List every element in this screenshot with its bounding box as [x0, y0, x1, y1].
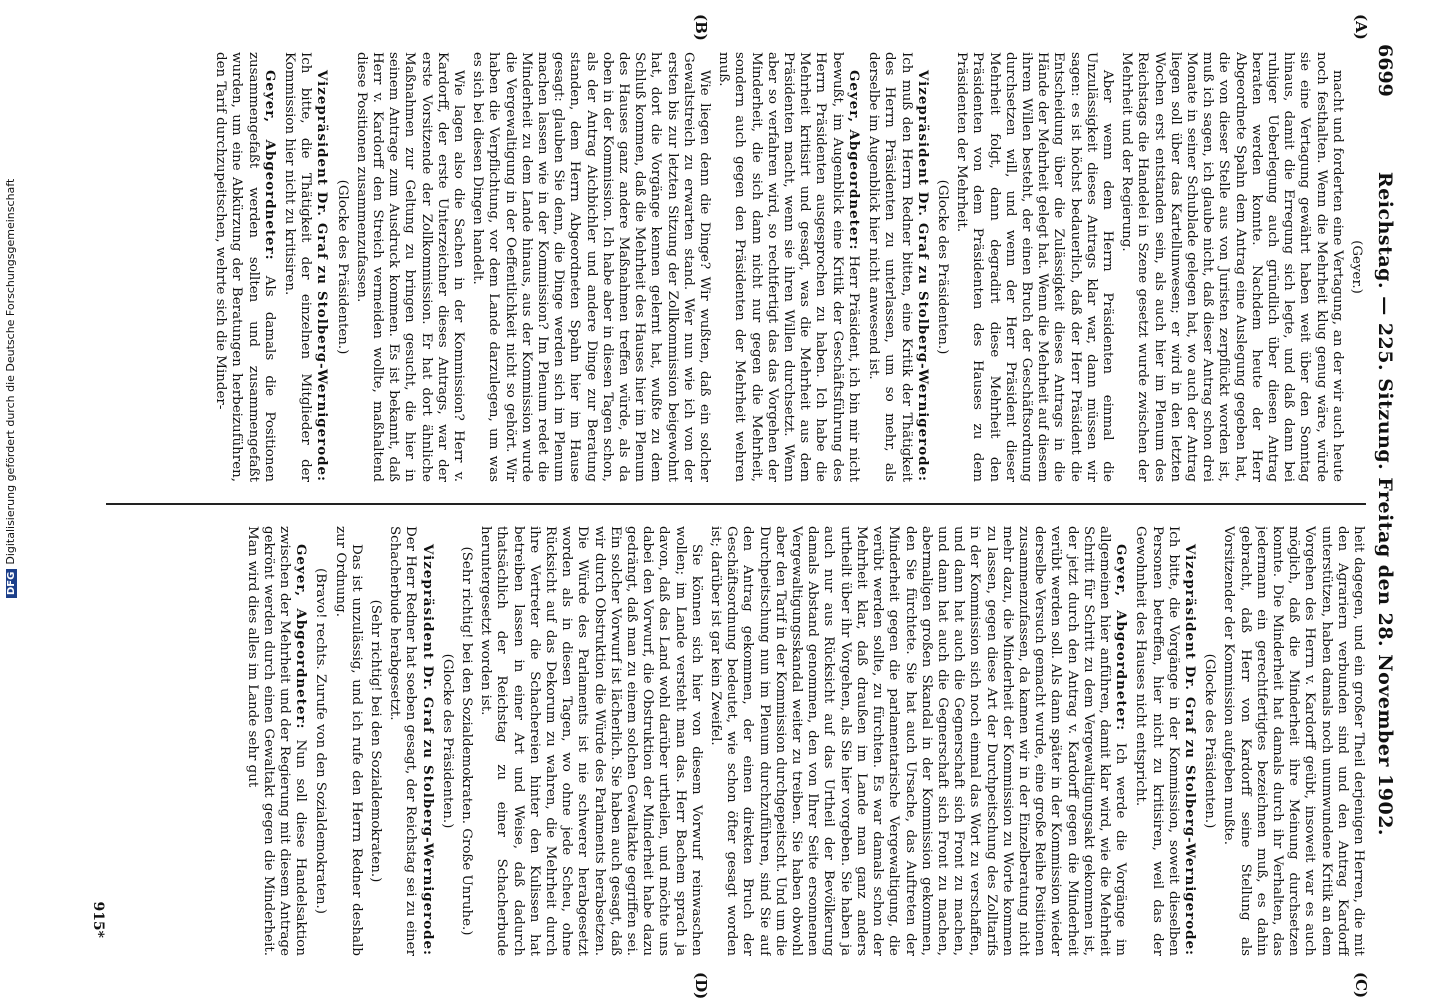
- header-title: Reichstag. — 225. Sitzung. Freitag den 28. November 1902.: [1374, 171, 1396, 837]
- speaker-name: Geyer, Abgeordneter:: [293, 544, 310, 730]
- paragraph: Sie können sich hier von diesem Vorwurf reinwaschen wollen; im Lande versteht man das. Herr Bachem sprach ja davon, daß das Land wohl darüber urtheilen, und möchte uns dabei den Vorwurf, die Obstruktion der Minderheit habe dazu gedrängt, daß man zu einem solchen Gewaltakte gegriffen sei. Ein solcher Vorwurf ist lächerlich. Sie haben auch gesagt, daß wir durch Obstruktion die Würde des Parlaments herabsetzen. Die Würde des Parlaments ist nie schwerer herabgesetzt worden als in diesen Tagen, wo ohne jede Scheu, ohne Rücksicht auf das Dekorum zu wahren, die Mehrheit durch ihre Vertreter die Schachereien hinter den Kulissen hat betreiben lassen in einer Art und Weise, daß dadurch thatsächlich der Reichstag zu einer Schacherbude heruntergesetzt worden ist.: [478, 526, 704, 956]
- stage-direction: (Glocke des Präsidenten.): [934, 179, 950, 355]
- speech-block: [281, 52, 331, 482]
- speech-block: [243, 526, 309, 956]
- speaker-name: Vizepräsident Dr. Graf zu Stolberg-Wernigerode:: [314, 70, 331, 482]
- dfg-logo: DFG: [6, 569, 17, 598]
- stage-direction: (Glocke des Präsidenten.): [1202, 653, 1218, 829]
- header-page-number: 6699: [1374, 44, 1396, 97]
- margin-marker-a: (A): [1352, 14, 1370, 40]
- stage-direction: (Sehr richtig! bei den Sozialdemokraten. Große Unruhe.): [459, 546, 475, 936]
- paragraph: heit dagegen, und ein großer Theil derjenigen Herren, die mit den Agrariern verbunden sind und den Antrag Kardorff unterstützen, haben damals noch unumwundene Kritik an dem Vorgehen des Herrn v. Kardorff geübt, insoweit war es auch möglich, daß die Minderheit ihre Meinung durchsetzen konnte. Die Minderheit hat damals durch ihr Verhalten, das jedermann ein gerechtfertigtes bezeichnen muß, es dahin gebracht, daß Herr von Kardorff seine Stellung als Vorsitzender der Kommission aufgeben mußte.: [1221, 526, 1366, 956]
- speech-text: Ich muß den Herrn Redner bitten, eine Kritik der Thätigkeit des Herrn Präsidenten zu unterlassen, um so mehr, als derselbe im Augenblick hier nicht anwesend ist.: [866, 52, 914, 482]
- stage-direction: (Sehr richtig! bei den Sozialdemokraten.): [368, 599, 384, 883]
- paragraph: Das ist unzulässig, und ich rufe den Herrn Redner deshalb zur Ordnung.: [332, 526, 364, 956]
- speech-block: [1132, 526, 1198, 956]
- speech-block: [386, 526, 436, 956]
- margin-marker-c: (C): [1352, 972, 1370, 999]
- paragraph: Aber wenn dem Herrn Präsidenten einmal die Unzulässigkeit dieses Antrags klar war, dann müssen wir sagen: es ist höchst bedauerlich, daß der Herr Präsident die Entscheidung über die Zulässigkeit dieses Antrags in die Hände der Mehrheit gelegt hat. Wenn die Mehrheit auf diesem ihrem Willen besteht, der einen Bruch der Geschäftsordnung durchsetzen will, und wenn der Herr Präsident dieser Mehrheit folgt, dann degradirt diese Mehrheit den Präsidenten von dem Präsidenten des Hauses zu dem Präsidenten der Mehrheit.: [954, 52, 1115, 482]
- paragraph: Wie liegen denn die Dinge? Wir wußten, daß ein solcher Gewaltstreich zu erwarten stand. Wer nun wie ich von der ersten bis zur letzten Sitzung der Zollkommission beigewohnt hat, dort die Vorgänge kennen gelernt hat, wußte zu dem Schluß kommen, daß die Mehrheit des Hauses hier im Plenum des Hauses ganz andere Maßnahmen treffen würde, als da oben in der Kommission. Ich habe aber in diesen Tagen schon, als der Antrag Aichbichler und andere Dinge zur Beratung standen, dem Herrn Abgeordneten Spahn hier im Hause gesagt: glauben Sie denn, die Dinge werden sich im Plenum machen lassen wie in der Kommission? Im Plenum redet die Minderheit zu dem Lande hinaus, aus der Kommission wurde die Vergewaltigung in der Oeffentlichkeit nicht so gehört. Wir haben die Verpflichtung, vor dem Lande darzulegen, um was es sich bei diesen Dingen handelt.: [470, 52, 713, 482]
- paragraph: macht und forderten eine Vertagung, an der wir auch heute noch festhalten. Wenn die Mehrheit klug genug wäre, würde sie eine Vertagung gewährt haben weit über den Sonntag hinaus, damit die Erregung sich legte, und daß dann bei ruhiger Ueberlegung auch gründlich über diesen Antrag beraten werden konnte. Nachdem heute der Herr Abgeordnete Spahn dem Antrag eine Auslegung gegeben hat, die von dieser Stelle aus von Juristen zerpflückt worden ist, muß ich sagen, ich glaube nicht, daß dieser Antrag schon drei Monate in seiner Schublade gelegen hat, wo auch der Antrag liegen soll über das Kartellunwesen; er wird in den letzten Wochen erst entstanden sein, als auch hier im Plenum des Reichstags die Handelei in Szene gesetzt wurde zwischen der Mehrheit und der Regierung.: [1119, 52, 1345, 482]
- footer-page-number: 915*: [90, 901, 106, 938]
- stage-direction: (Glocke des Präsidenten.): [334, 179, 350, 355]
- speech-block: [212, 52, 278, 482]
- speech-block: [865, 52, 931, 482]
- page-header: [1370, 34, 1400, 974]
- digitization-credit: [4, 179, 17, 598]
- paragraph: Wie lagen also die Sachen in der Kommission? Herr v. Kardorff, der erste Unterzeichner dieses Antrags, war der erste Vorsitzende der Zollkommission. Er hat dort ähnliche Maßnahmen zur Geltung zu bringen gesucht, die hier in seinem Antrage zum Ausdruck kommen. Es ist bekannt, daß Herr v. Kardorff den Streich vermeiden wollte, maßhaltend diese Positionen zusammenzufassen.: [353, 52, 467, 482]
- stage-direction: (Bravo! rechts. Zurufe von den Sozialdemokraten.): [313, 568, 329, 914]
- margin-marker-d: (D): [692, 972, 710, 1000]
- speech-block: [707, 526, 1129, 956]
- column-divider: [106, 503, 1366, 505]
- right-column: [86, 526, 1366, 956]
- stage-direction: (Glocke des Präsidenten.): [439, 653, 455, 829]
- speech-text: Als damals die Positionen zusammengefaßt werden sollten und zusammengefaßt wurden, um eine Abkürzung der Beratungen herbeizuführen, den Tarif durchzupeitschen, wehrte sich die Minder-: [213, 52, 277, 482]
- speech-text: Ich bitte, die Vorgänge in der Kommission, soweit dieselben Personen betreffen, hier nicht zu kritisiren, weil das der Gewohnheit des Hauses nicht entspricht.: [1133, 526, 1181, 956]
- margin-marker-b: (B): [692, 14, 710, 41]
- running-speaker: (Geyer.): [1349, 240, 1364, 294]
- speaker-name: Geyer, Abgeordneter:: [1113, 544, 1130, 732]
- speech-text: Ich werde die Vorgänge im allgemeinen hier anführen, damit klar wird, wie die Mehrheit Schritt für Schritt zu dem Vergewaltigungsakt gekommen ist, der jetzt durch den Antrag v. Kardorff gegen die Minderheit verübt werden soll. Als dann später in der Kommission wieder derselbe Versuch gemacht wurde, eine große Reihe Positionen zusammenzufassen, da kamen wir in der Einzelberatung nicht mehr dazu, die Minderheit der Kommission zu Worte kommen zu lassen, gegen diese Art der Durchpeitschung des Zolltarifs in der Kommission sich noch einmal das Wort zu verschaffen, und dann hat auch die Gegnerschaft sich Front zu machen, und dann hat auch die Gegnerschaft sich Front zu machen, abermaligen großen Skandal in der Kommission gekommen, den Sie fürchtete. Sie hat auch Ursache, das Auftreten der Minderheit gegen die parlamentarische Vergewaltigung, die verübt werden sollte, zu fürchten. Es war damals schon der Mehrheit klar, daß draußen im Lande man ganz anders urtheilt über ihr Vorgehen, als Sie hier vorgeben. Sie haben ja auch nur aus Rücksicht auf das Urtheil der Bevölkerung damals Abstand genommen, den von Ihrer Seite ersonnenen Vergewaltigungsskandal weiter zu treiben. Sie haben obwohl aber den Tarif in der Kommission durchgepeitscht. Und um die Durchpeitschung nun im Plenum durchzuführen, sind Sie auf den Antrag gekommen, der einen direkten Bruch der Geschäftsordnung bedeutet, wie schon öfter gesagt worden ist; darüber ist gar kein Zweifel.: [708, 526, 1129, 956]
- speech-block: [715, 52, 862, 482]
- speaker-name: Vizepräsident Dr. Graf zu Stolberg-Wernigerode:: [914, 70, 931, 482]
- speech-text: Ich bitte, die Thätigkeit der einzelnen Mitglieder der Kommission hier nicht zu kritisiren.: [282, 52, 314, 482]
- speech-text: Nun soll diese Handelsaktion zwischen der Mehrheit und der Regierung mit diesem Antrage gekrönt werden durch einen Gewaltakt gegen die Minderheit. Man wird dies alles im Lande sehr gut: [244, 526, 309, 956]
- left-column: [86, 52, 1366, 482]
- rotated-newspaper-page: [75, 14, 1400, 1000]
- speaker-name: Geyer, Abgeordneter:: [261, 70, 278, 261]
- speaker-name: Vizepräsident Dr. Graf zu Stolberg-Wernigerode:: [1181, 544, 1198, 956]
- speech-text: Herr Präsident, ich bin mir nicht bewußt, im Augenblick eine Kritik der Geschäftsführung des Herrn Präsidenten ausgesprochen zu haben. Ich habe die Mehrheit kritisirt und gesagt, was die Mehrheit aus dem Präsidenten macht, wenn sie ihren Willen durchsetzt. Wenn aber so verfahren wird, so rechtfertigt das das Vorgehen der Minderheit, die sich dann nicht nur gegen die Mehrheit, sondern auch gegen den Präsidenten der Mehrheit wehren muß.: [716, 52, 861, 482]
- speaker-name: Vizepräsident Dr. Graf zu Stolberg-Wernigerode:: [419, 544, 436, 956]
- speaker-name: Geyer, Abgeordneter:: [845, 70, 862, 251]
- credit-text: Digitalisierung gefördert durch die Deutsche Forschungsgemeinschaft: [4, 178, 17, 565]
- speech-text: Der Herr Redner hat soeben gesagt, der Reichstag sei zu einer Schacherbude herabgesetzt.: [387, 526, 419, 956]
